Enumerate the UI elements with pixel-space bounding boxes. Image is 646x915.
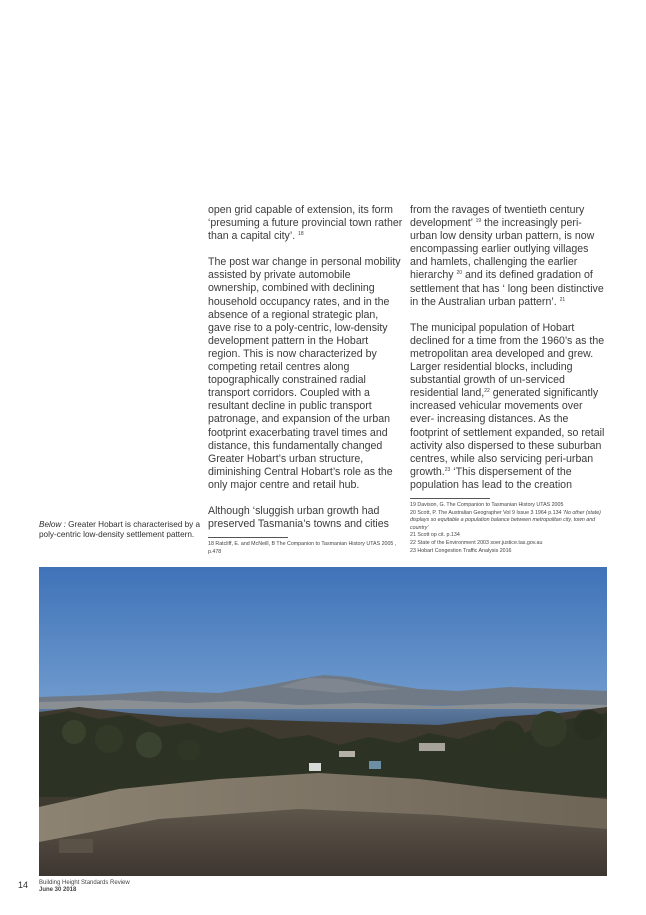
footnote: 19 Davison, G. The Companion to Tasmanian History UTAS 2005 bbox=[410, 501, 564, 508]
footnote: 23 Hobart Congestion Traffic Analysis 2016 bbox=[410, 547, 512, 554]
footnote: 20 Scott, P. The Australian Geographer Vol 9 Issue 3 1964 p.134 ‘No other (state) displays so equitable a population balance between metropolitan city, town and country’ bbox=[410, 509, 601, 531]
text-column-left bbox=[208, 204, 403, 556]
paragraph: open grid capable of extension, its form ‘presuming a future provincial town rather than a capital city’. $^{18}$ bbox=[208, 204, 403, 243]
footnote: 18 Ratcliff, E. and McNeill, B The Companion to Tasmanian History UTAS 2005 , p.478 bbox=[208, 541, 397, 555]
paragraph: The post war change in personal mobility assisted by private automobile ownership, combined with declining household occupancy rates, and in the absence of a regional strategic plan, gave rise to a poly-centric, low-density development pattern in the Hobart region. This is now characterized by competing retail centres along topographically constrained radial transport corridors. Coupled with a resultant decline in public transport patronage, and expansion of the urban footprint exacerbating travel times and distance, this fundamentally changed Greater Hobart’s urban structure, diminishing Central Hobart’s role as the only major centre and retail hub. bbox=[208, 256, 401, 491]
footnote-ref[interactable]: 20 bbox=[456, 270, 463, 277]
footnote-divider bbox=[410, 498, 490, 499]
paragraph: from the ravages of twentieth century development’ $^{19}$ the increasingly peri-urban low density urban pattern, is now encompassing earlier outlying villages and hamlets, challenging the earlier hierarchy $^{20}$ and its defined gradation of settlement that has ‘ long been distinctive in the Australian urban pattern’. $^{21}$ bbox=[410, 204, 604, 308]
paragraph: The municipal population of Hobart declined for a time from the 1960’s as the metropolitan area developed and grew. Larger residential blocks, including substantial growth of un-serviced residential land,$^{22}$ generated significantly increased vehicular movements over ever- increasing distances. As the footprint of settlement expanded, so retail activity also dispersed to these suburban centres, while also servicing peri-urban growth.$^{23}$ ‘This dispersement of the population has lead to the creation bbox=[410, 321, 605, 491]
footnote-ref[interactable]: 18 bbox=[298, 231, 304, 238]
footnote-ref[interactable]: 23 bbox=[444, 466, 451, 473]
footnotes bbox=[208, 541, 403, 556]
footnote-divider bbox=[208, 537, 288, 538]
paragraph: Although ‘sluggish urban growth had preserved Tasmania’s towns and cities bbox=[208, 504, 389, 531]
footnote-ref[interactable]: 19 bbox=[475, 218, 482, 225]
footer-title: Building Height Standards Review bbox=[39, 880, 130, 886]
photo-caption: Below : Greater Hobart is characterised by a poly-centric low-density settlement pattern. bbox=[39, 520, 201, 540]
footnotes bbox=[410, 502, 608, 555]
hobart-landscape-photo bbox=[39, 567, 607, 876]
text-column-right bbox=[410, 204, 608, 555]
page-number: 14 bbox=[18, 880, 29, 890]
footnote-ref[interactable]: 21 bbox=[559, 296, 566, 303]
footnote-ref[interactable]: 22 bbox=[484, 388, 490, 395]
footer-date: June 30 2018 bbox=[39, 887, 77, 893]
footnote: 22 State of the Environment 2003 soer.justice.tas.gov.au bbox=[410, 539, 543, 546]
footnote: 21 Scott op cit. p.134 bbox=[410, 532, 460, 539]
